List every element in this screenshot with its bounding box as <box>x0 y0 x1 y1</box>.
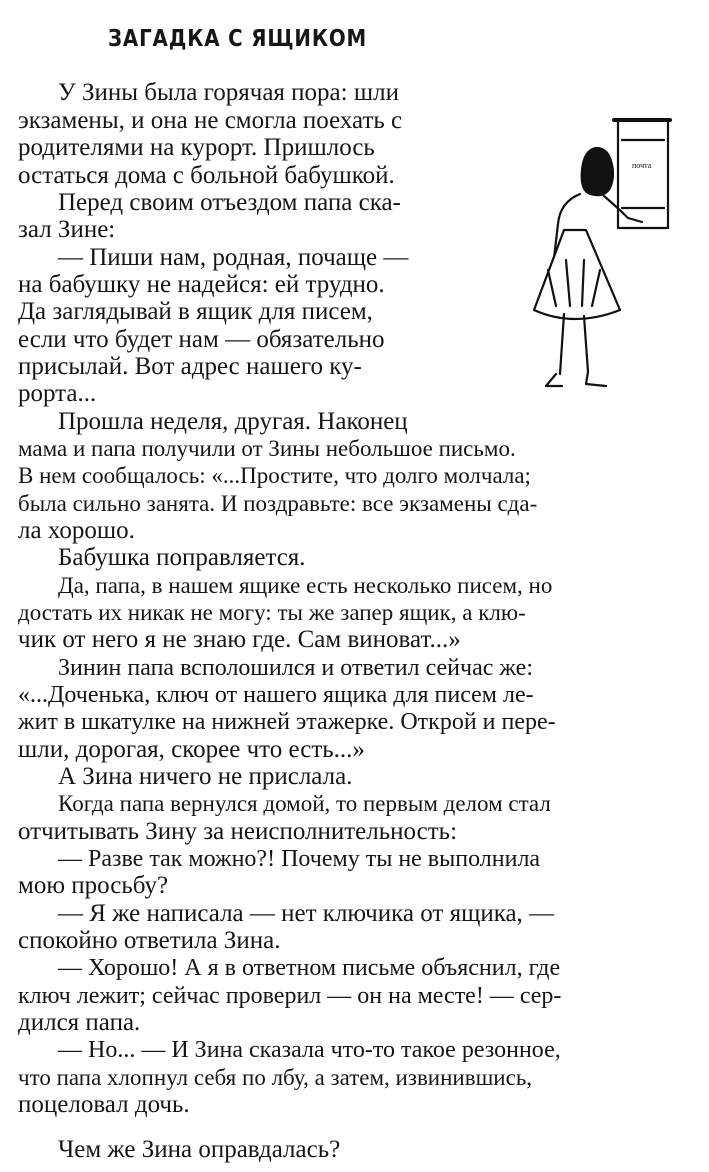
text-line: если что будет нам — обязательно <box>18 326 385 353</box>
mailbox-icon <box>618 120 668 228</box>
text-line: — Пиши нам, родная, почаще — <box>58 244 409 271</box>
text-line: ла хорошо. <box>18 517 135 544</box>
text-line: поцеловал дочь. <box>18 1091 190 1118</box>
text-line: мама и папа получили от Зины небольшое письмо. <box>18 436 516 461</box>
girl-mailbox-illustration <box>504 110 674 410</box>
mailbox-sign: почта <box>632 161 652 170</box>
text-line: спокойно ответила Зина. <box>18 927 281 954</box>
text-line: — Хорошо! А я в ответном письме объяснил, где <box>58 955 561 981</box>
text-line: Прошла неделя, другая. Наконец <box>58 408 408 435</box>
text-line: Перед своим отъездом папа ска- <box>58 189 401 216</box>
text-line: ключ лежит; сейчас проверил — он на месте! — сер- <box>18 983 562 1009</box>
text-line: экзамены, и она не смогла поехать с <box>18 107 403 134</box>
text-line: достать их никак не могу: ты же запер ящик, а клю- <box>18 600 526 625</box>
text-line: мою просьбу? <box>18 872 169 899</box>
text-line: отчитывать Зину за неисполнительность: <box>18 818 458 845</box>
text-line: была сильно занята. И поздравьте: все экзамены сда- <box>18 491 538 516</box>
text-line: У Зины была горячая пора: шли <box>58 79 399 106</box>
text-line: родителями на курорт. Пришлось <box>18 134 375 161</box>
text-line: на бабушку не надейся: ей трудно. <box>18 271 385 298</box>
text-line: Да заглядывай в ящик для писем, <box>18 298 373 325</box>
text-line: — Разве так можно?! Почему ты не выполнила <box>58 846 541 872</box>
text-line: — Но... — И Зина сказала что-то такое резонное, <box>58 1037 561 1063</box>
text-line: А Зина ничего не прислала. <box>58 763 353 790</box>
text-line: жит в шкатулке на нижней этажерке. Открой и пере- <box>18 709 556 735</box>
closing-question: Чем же Зина оправдалась? <box>58 1136 341 1163</box>
text-line: Когда папа вернулся домой, то первым делом стал <box>58 791 551 816</box>
page-title: ЗАГАДКА С ЯЩИКОМ <box>108 26 368 52</box>
text-line: Да, папа, в нашем ящике есть несколько писем, но <box>58 573 553 598</box>
text-line: — Я же написала — нет ключика от ящика, — <box>58 900 555 927</box>
text-line: зал Зине: <box>18 216 116 243</box>
text-line: шли, дорогая, скорее что есть...» <box>18 736 365 763</box>
text-line: что папа хлопнул себя по лбу, а затем, извинившись, <box>18 1065 533 1090</box>
text-line: Бабушка поправляется. <box>58 544 306 571</box>
text-line: дился папа. <box>18 1009 141 1036</box>
text-line: «...Доченька, ключ от нашего ящика для писем ле- <box>18 682 534 708</box>
text-line: В нем сообщалось: «...Простите, что долго молчала; <box>18 463 531 488</box>
text-line: Зинин папа всполошился и ответил сейчас же: <box>58 655 533 681</box>
text-line: рорта... <box>18 380 97 407</box>
text-line: чик от него я не знаю где. Сам виноват...» <box>18 626 461 653</box>
text-line: остаться дома с больной бабушкой. <box>18 162 395 189</box>
text-line: присылай. Вот адрес нашего ку- <box>18 353 362 380</box>
